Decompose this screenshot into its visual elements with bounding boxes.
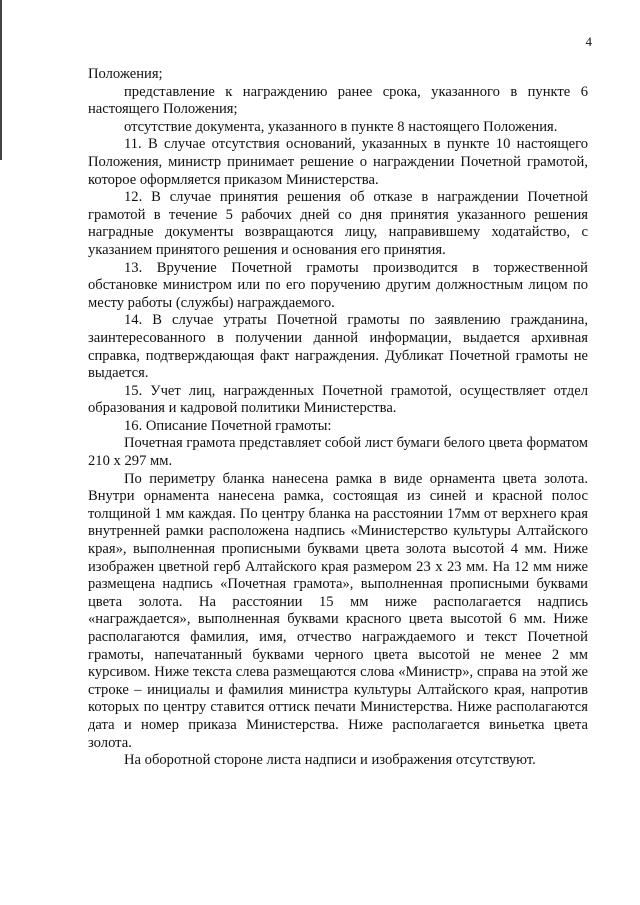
scan-edge-line — [0, 0, 2, 160]
paragraph-missing-document: отсутствие документа, указанного в пункте 8 настоящего Положения. — [124, 118, 558, 135]
paragraph-format: Почетная грамота представляет собой лист бумаги белого цвета форматом 210 х 297 мм. — [88, 435, 588, 470]
paragraph-continuation: Положения; — [88, 66, 163, 82]
paragraph-early-award: представление к награждению ранее срока, указанного в пункте 6 настоящего Положения; — [88, 83, 588, 118]
paragraph-14: 14. В случае утраты Почетной грамоты по заявлению гражданина, заинтересованного в получении данной информации, выдается архивная справка, подтверждающая факт награждения. Дубликат Почетной грамоты не выдается. — [88, 312, 588, 382]
paragraph-13: 13. Вручение Почетной грамоты производится в торжественной обстановке министром или по его поручению другим должностным лицом по месту работы (службы) награждаемого. — [88, 259, 588, 311]
paragraph-reverse-side: На оборотной стороне листа надписи и изображения отсутствуют. — [124, 752, 536, 769]
paragraph-12: 12. В случае принятия решения об отказе в награждении Почетной грамотой в течение 5 рабочих дней со дня принятия указанного решения наградные документы возвращаются лицу, направившему ходатайство, с указанием принятого решения и основания его принятия. — [88, 189, 588, 258]
paragraph-11: 11. В случае отсутствия оснований, указанных в пункте 10 настоящего Положения, министр принимает решение о награждении Почетной грамотой, которое оформляется приказом Министерства. — [88, 136, 588, 188]
document-body — [88, 66, 588, 770]
paragraph-15: 15. Учет лиц, награжденных Почетной грамотой, осуществляет отдел образования и кадровой политики Министерства. — [88, 382, 588, 417]
paragraph-description: По периметру бланка нанесена рамка в виде орнамента цвета золота. Внутри орнамента нанесена рамка, состоящая из синей и красной полос толщиной 1 мм каждая. По центру бланка на расстоянии 17мм от верхнего края внутренней рамки расположена надпись «Министерство культуры Алтайского края», выполненная прописными буквами цвета золота высотой 4 мм. Ниже изображен цветной герб Алтайского края размером 23 х 23 мм. На 12 мм ниже размещена надпись «Почетная грамота», выполненная прописными буквами цвета золота. На расстоянии 15 мм ниже располагается надпись «награждается», выполненная буквами красного цвета высотой 6 мм. Ниже располагаются фамилия, имя, отчество награждаемого и текст Почетной грамоты, напечатанный буквами черного цвета высотой не менее 2 мм курсивом. Ниже текста слева размещаются слова «Министр», справа на этой же строке – инициалы и фамилия министра культуры Алтайского края, напротив которых по центру ставится оттиск печати Министерства. Ниже располагаются дата и номер приказа Министерства. Ниже располагается виньетка цвета золота. — [88, 470, 588, 751]
paragraph-16-heading: 16. Описание Почетной грамоты: — [124, 417, 332, 434]
page-number: 4 — [585, 34, 592, 49]
